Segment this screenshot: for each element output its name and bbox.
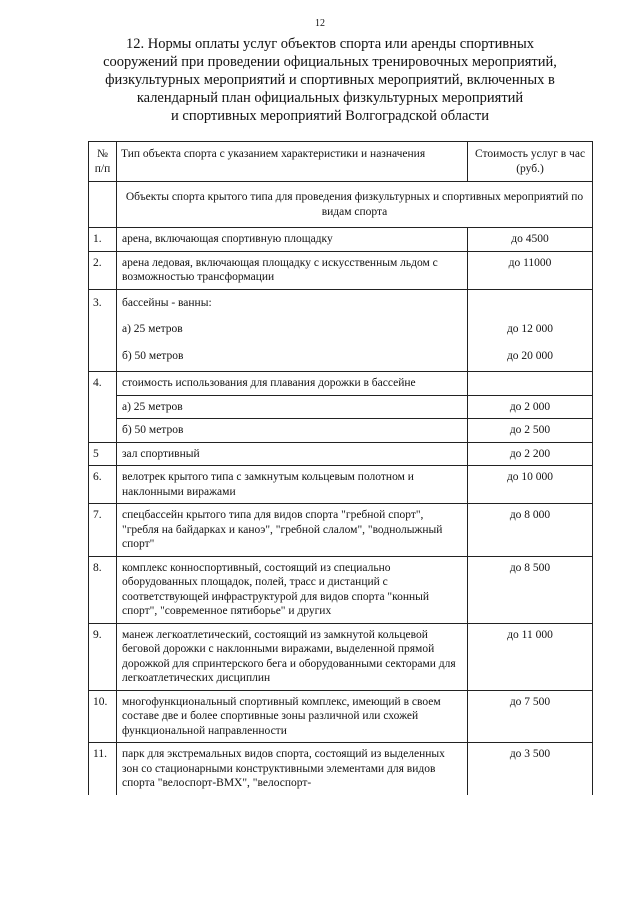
row-cost: до 2 200 <box>468 442 593 466</box>
rates-table <box>88 141 593 795</box>
row-cost: до 8 500 <box>468 556 593 623</box>
row-cost: до 8 000 <box>468 504 593 557</box>
row-type: многофункциональный спортивный комплекс, имеющий в своем составе две и более спортивные зоны различной или схожей функциональной направленности <box>117 690 468 743</box>
table-row <box>89 504 593 557</box>
row-cost-a: до 12 000 <box>506 323 554 335</box>
row-sub-a: а) 25 метров <box>122 323 183 335</box>
row-type-main: бассейны - ванны: <box>122 296 212 309</box>
row-num: 4. <box>89 372 117 396</box>
row-type: манеж легкоатлетический, состоящий из замкнутой кольцевой беговой дорожки с наклонными виражами, выделенной прямой дорожкой для спринтерского бега и оборудованными секторами для легкоатлетических дисциплин <box>117 623 468 690</box>
row-type: зал спортивный <box>117 442 468 466</box>
row-type: арена, включающая спортивную площадку <box>117 228 468 252</box>
row-num: 10. <box>89 690 117 743</box>
row-cost: до 10 000 <box>468 466 593 504</box>
table-row <box>89 556 593 623</box>
section-row <box>89 182 593 228</box>
row-cost: до 7 500 <box>468 690 593 743</box>
header-cost: Стоимость услуг в час (руб.) <box>468 142 593 182</box>
title-line: и спортивных мероприятий Волгоградской области <box>171 108 489 124</box>
header-num: № п/п <box>89 142 117 182</box>
row-sub-b: б) 50 метров <box>122 349 184 362</box>
row-sub-b: б) 50 метров <box>117 419 468 443</box>
row-type: спецбассейн крытого типа для видов спорта "гребной спорт", "гребля на байдарках и каноэ", "гребной слалом", "воднолыжный спорт" <box>117 504 468 557</box>
row-cost-b: до 20 000 <box>506 349 554 362</box>
table-row <box>89 289 593 372</box>
table-row <box>89 690 593 743</box>
row-num: 8. <box>89 556 117 623</box>
row-cost: до 3 500 <box>468 743 593 795</box>
table-subrow <box>89 395 593 419</box>
row-num: 3. <box>89 289 117 372</box>
row-num: 1. <box>89 228 117 252</box>
row-sub-a: а) 25 метров <box>117 395 468 419</box>
row-cost: до 11 000 <box>468 623 593 690</box>
row-num: 9. <box>89 623 117 690</box>
table-row <box>89 466 593 504</box>
row-type: парк для экстремальных видов спорта, состоящий из выделенных зон со стационарными конструктивными элементами для видов спорта "велоспорт-ВМХ", "велоспорт- <box>117 743 468 795</box>
row-type <box>117 289 468 372</box>
table-row <box>89 623 593 690</box>
section-title: Объекты спорта крытого типа для проведения физкультурных и спортивных мероприятий по видам спорта <box>117 182 593 228</box>
page-number: 12 <box>315 18 325 29</box>
row-type: комплекс конноспортивный, состоящий из специально оборудованных площадок, полей, трасс и дистанций с соответствующей инфраструктурой для видов спорта "конный спорт", "современное пятиборье" и других <box>117 556 468 623</box>
row-num: 11. <box>89 743 117 795</box>
row-num: 5 <box>89 442 117 466</box>
row-cost: до 4500 <box>468 228 593 252</box>
table-row <box>89 743 593 795</box>
title-line: календарный план официальных физкультурных мероприятий <box>136 90 524 106</box>
title-line: сооружений при проведении официальных тренировочных мероприятий, <box>103 54 557 70</box>
row-cost-b: до 2 500 <box>468 419 593 443</box>
row-cost <box>468 289 593 372</box>
row-type: велотрек крытого типа с замкнутым кольцевым полотном и наклонными виражами <box>117 466 468 504</box>
table-row <box>89 372 593 396</box>
row-num: 7. <box>89 504 117 557</box>
document-title <box>95 35 565 125</box>
row-num: 6. <box>89 466 117 504</box>
row-num: 2. <box>89 251 117 289</box>
row-cost-a: до 2 000 <box>468 395 593 419</box>
table-row <box>89 228 593 252</box>
table-subrow <box>89 419 593 443</box>
row-type: стоимость использования для плавания дорожки в бассейне <box>117 372 468 396</box>
title-line: физкультурных мероприятий и спортивных мероприятий, включенных в <box>105 72 555 88</box>
table-row <box>89 442 593 466</box>
table-header-row <box>89 142 593 182</box>
row-cost: до 11000 <box>468 251 593 289</box>
header-type: Тип объекта спорта с указанием характеристики и назначения <box>117 142 468 182</box>
row-type: арена ледовая, включающая площадку с искусственным льдом с возможностью трансформации <box>117 251 468 289</box>
title-line: 12. Нормы оплаты услуг объектов спорта или аренды спортивных <box>125 36 534 52</box>
table-row <box>89 251 593 289</box>
